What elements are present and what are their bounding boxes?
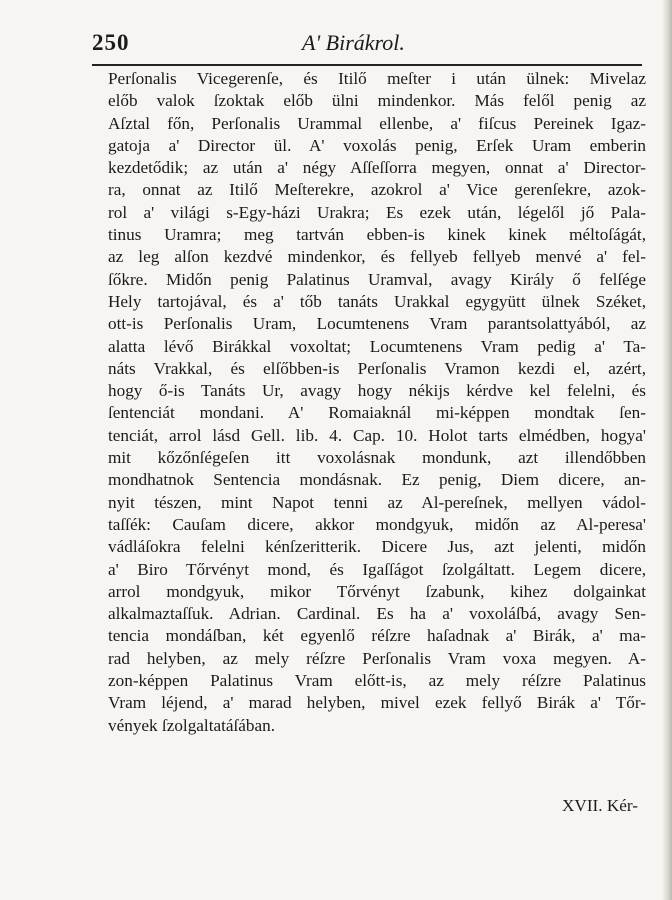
text-line: Aſztal főn, Perſonalis Urammal ellenbe, a' fiſcus Pereinek Igaz- (108, 113, 646, 133)
text-line: Vram léjend, a' marad helyben, mivel ezek fellyő Birák a' Tőr- (108, 693, 646, 713)
text-line: tencia mondáſban, két egyenlő réſzre haſadnak a' Birák, a' ma- (108, 626, 646, 646)
text-line: zon-képpen Palatinus Vram előtt-is, az mely réſzre Palatinus (108, 671, 646, 691)
text-line: gatoja a' Director ül. A' voxolás penig, Erſek Uram emberin (108, 135, 646, 155)
text-line: kezdetődik; az után a' négy Aſſeſſorra megyen, onnat a' Director- (108, 158, 646, 178)
text-line: vádláſokra felelni kénſzeritterik. Dicere Jus, azt jelenti, midőn (108, 537, 646, 557)
text-line: taſſék: Cauſam dicere, akkor mondgyuk, midőn az Al-peresa' (108, 514, 646, 534)
running-title: A' Birákrol. (302, 30, 405, 55)
catchword: XVII. Kér- (562, 796, 639, 815)
page-edge-shadow (662, 0, 672, 900)
text-line: a' Biro Tőrvényt mond, és Igaſſágot ſzolgáltatt. Legem dicere, (108, 559, 646, 579)
text-line: az leg alſon kezdvé mindenkor, és fellyeb fellyeb menvé a' fel- (108, 247, 646, 267)
text-line: tenciát, arrol lásd Gell. lib. 4. Cap. 10. Holot tarts elmédben, hogya' (108, 425, 646, 445)
text-line: ra, onnat az Itilő Meſterekre, azokrol a' Vice gerenſekre, azok- (108, 180, 646, 200)
text-line: nyit tészen, mint Napot tenni az Al-pereſnek, mellyen vádol- (108, 492, 646, 512)
text-line: hogy ő-is Tanáts Ur, avagy hogy nékijs kérdve kel felelni, és (108, 381, 646, 401)
text-line: tinus Uramra; meg tartván ebben-is kinek kinek méltoſágát, (108, 225, 646, 245)
text-line: rad helyben, az mely réſzre Perſonalis Vram voxa megyen. A- (108, 648, 646, 668)
page-header (92, 28, 652, 62)
text-line: ſentenciát mondani. A' Romaiaknál mi-képpen mondtak ſen- (108, 403, 646, 423)
text-line: arrol mondgyuk, mikor Tőrvényt ſzabunk, kihez dolgainkat (108, 581, 646, 601)
text-line: náts Vrakkal, és elſőbben-is Perſonalis Vramon kezdi el, azért, (108, 358, 646, 378)
text-line: alkalmaztaſſuk. Adrian. Cardinal. Es ha a' voxoláſbá, avagy Sen- (108, 604, 646, 624)
body-text (108, 68, 646, 737)
page-number: 250 (92, 30, 130, 55)
text-line: előb valok ſzoktak előb ülni mindenkor. Más felől penig az (108, 91, 646, 111)
text-line: vények ſzolgaltatáſában. (108, 715, 276, 735)
text-line: ſőkre. Midőn penig Palatinus Uramval, avagy Király ő felſége (108, 269, 646, 289)
text-line: ott-is Perſonalis Uram, Locumtenens Vram parantsolattyából, az (108, 314, 646, 334)
text-line: rol a' világi s-Egy-házi Urakra; Es ezek után, légelől jő Pala- (108, 202, 646, 222)
text-line: mit kőzőnſégeſen itt voxolásnak mondunk, azt illendőbben (108, 448, 646, 468)
header-rule (92, 64, 642, 66)
text-line: mondhatnok Sentencia mondásnak. Ez penig, Diem dicere, an- (108, 470, 646, 490)
text-line: alatta lévő Birákkal voxoltat; Locumtenens Vram pedig a' Ta- (108, 336, 646, 356)
text-line: Hely tartojával, és a' tőb tanáts Urakkal egygyütt ülnek Széket, (108, 291, 646, 311)
text-line: Perſonalis Vicegerenſe, és Itilő meſter i után ülnek: Mivelaz (108, 69, 646, 88)
